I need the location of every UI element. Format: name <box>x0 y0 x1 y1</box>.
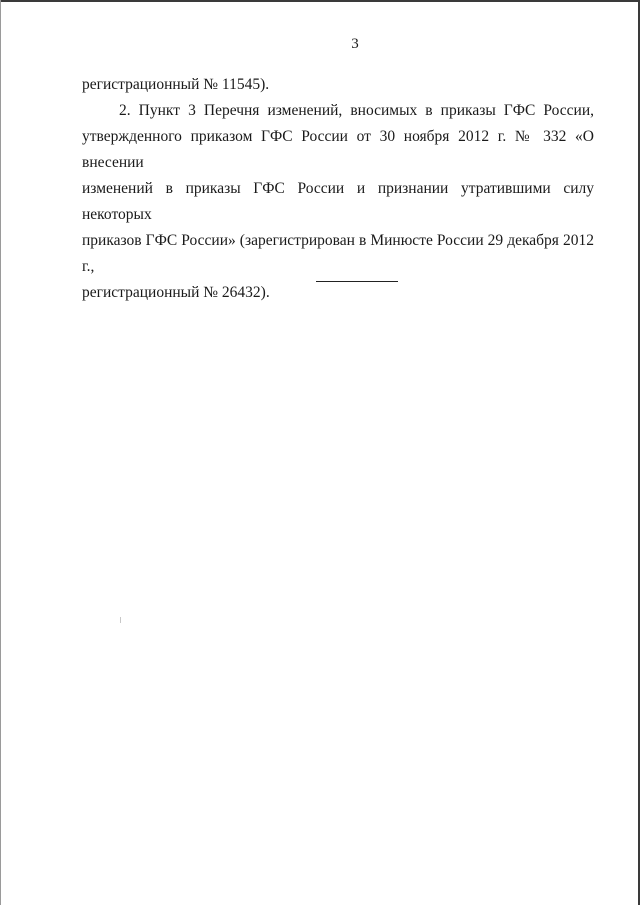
end-of-document-rule <box>316 281 398 282</box>
paragraph-last-line: регистрационный № 26432). <box>82 284 270 301</box>
scan-border-top <box>0 0 640 2</box>
document-body <box>82 72 594 306</box>
scan-speck <box>120 617 121 623</box>
text-line: регистрационный № 11545). <box>82 76 270 93</box>
text-line: приказов ГФС России» (зарегистрирован в Минюсте России 29 декабря 2012 г., <box>82 232 594 275</box>
paragraph-first-line: 2. Пункт 3 Перечня изменений, вносимых в приказы ГФС России, <box>119 102 594 119</box>
text-line: утвержденного приказом ГФС России от 30 ноября 2012 г. № 332 «О внесении <box>82 128 594 171</box>
text-line: изменений в приказы ГФС России и признании утратившими силу некоторых <box>82 180 594 223</box>
scan-border-left <box>0 0 1 905</box>
page-number: 3 <box>351 36 359 52</box>
